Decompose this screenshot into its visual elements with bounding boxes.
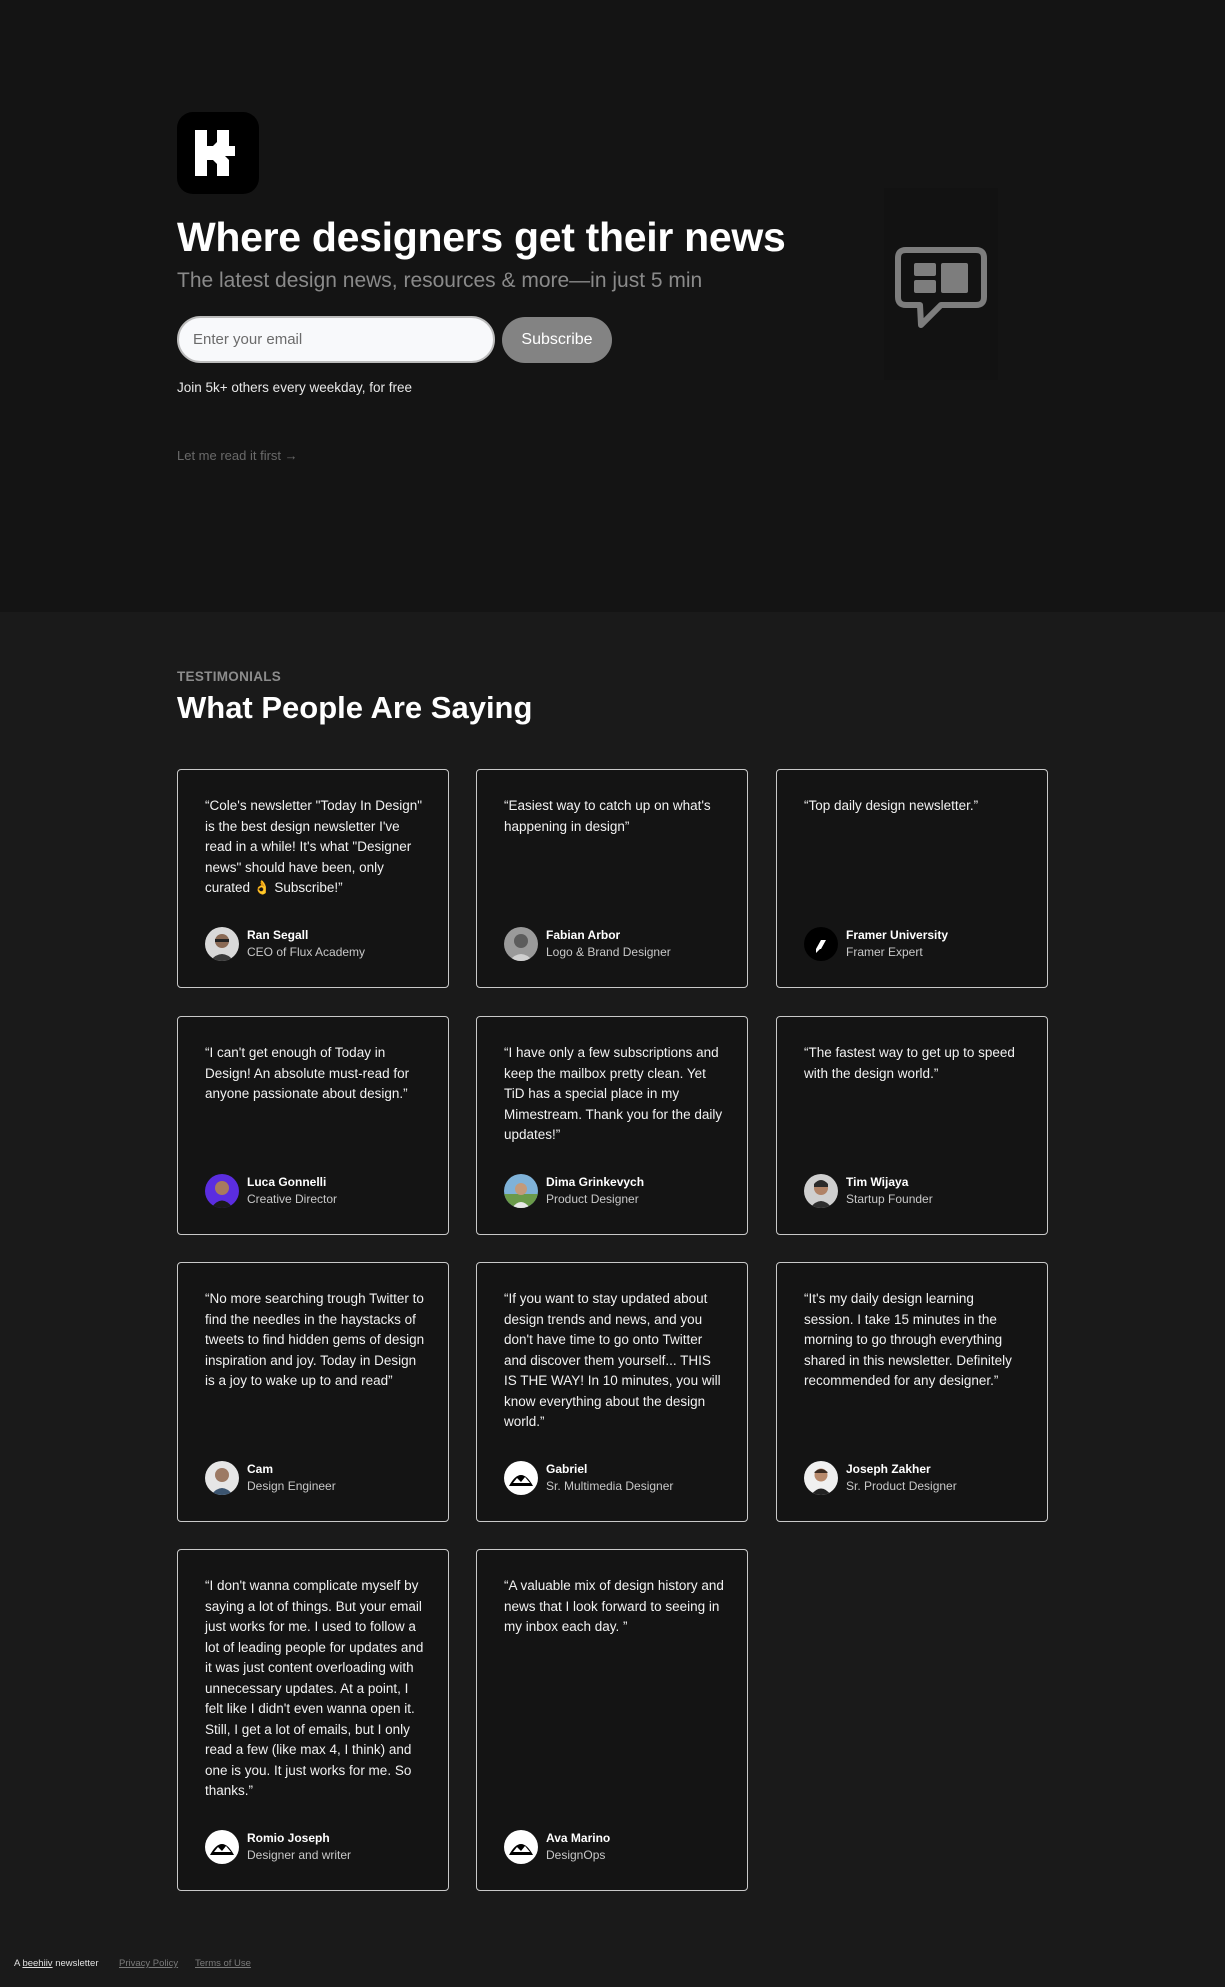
testimonial-card [177, 1016, 449, 1235]
avatar [804, 1461, 838, 1495]
testimonial-card [776, 769, 1048, 988]
testimonial-quote: “Easiest way to catch up on what's happening in design” [504, 798, 711, 834]
author-name: Ran Segall [247, 928, 309, 942]
hero-section [0, 0, 1225, 612]
author-role: DesignOps [546, 1848, 606, 1862]
privacy-policy-link[interactable]: Privacy Policy [119, 1958, 179, 1969]
author-role: Creative Director [247, 1192, 338, 1206]
testimonial-card [177, 1262, 449, 1522]
author-name: Dima Grinkevych [546, 1175, 645, 1189]
avatar [504, 1174, 538, 1208]
default-avatar-icon [504, 1461, 538, 1495]
author-role: Design Engineer [247, 1479, 336, 1493]
hero-subtitle: The latest design news, resources & more—in just 5 min [177, 269, 703, 292]
testimonial-author [205, 927, 435, 961]
avatar [205, 1461, 239, 1495]
footer-suffix: newsletter [55, 1958, 99, 1969]
brand-logo-icon[interactable] [177, 112, 259, 194]
author-name: Tim Wijaya [846, 1175, 909, 1189]
default-avatar-icon [205, 1830, 239, 1864]
testimonial-quote: “Top daily design newsletter.” [804, 798, 979, 813]
testimonial-author [504, 927, 734, 961]
author-role: Logo & Brand Designer [546, 945, 671, 959]
avatar [804, 1174, 838, 1208]
author-name: Ava Marino [546, 1831, 611, 1845]
testimonial-card [476, 1549, 748, 1891]
testimonial-author [804, 1174, 1034, 1208]
author-role: Startup Founder [846, 1192, 933, 1206]
footer-credit [14, 1958, 99, 1969]
author-role: CEO of Flux Academy [247, 945, 366, 959]
testimonial-quote: “If you want to stay updated about design trends and news, and you don't have time to go onto Twitter and discover them yourself... THIS IS THE WAY! In 10 minutes, you will know everything about the design world.” [504, 1291, 721, 1429]
testimonial-quote: “I can't get enough of Today in Design! An absolute must-read for anyone passionate about design.” [205, 1045, 410, 1101]
read-first-link[interactable]: Let me read it first → [177, 448, 298, 463]
testimonial-quote: “It's my daily design learning session. I take 15 minutes in the morning to go through everything shared in this newsletter. Definitely recommended for any designer.” [804, 1291, 1012, 1388]
testimonial-quote: “No more searching trough Twitter to find the needles in the haystacks of tweets to find hidden gems of design inspiration and joy. Today in Design is a joy to wake up to and read” [205, 1291, 425, 1388]
testimonial-author [504, 1174, 734, 1208]
author-name: Romio Joseph [247, 1831, 330, 1845]
testimonial-card [776, 1262, 1048, 1522]
section-title: What People Are Saying [177, 690, 533, 725]
framer-logo-icon [804, 927, 838, 961]
testimonial-card [476, 1016, 748, 1235]
avatar [504, 927, 538, 961]
testimonial-author [504, 1830, 734, 1864]
avatar [205, 927, 239, 961]
author-name: Luca Gonnelli [247, 1175, 327, 1189]
testimonial-quote: “I don't wanna complicate myself by saying a lot of things. But your email just works for me. I used to follow a lot of leading people for updates and it was just content overloading with unnecessary updates. At a point, I felt like I didn't even wanna open it. Still, I get a lot of emails, but I only read a few (like max 4, I think) and one is you. It just works for me. So thanks.” [205, 1578, 424, 1798]
author-role: Framer Expert [846, 945, 923, 959]
author-role: Sr. Product Designer [846, 1479, 957, 1493]
terms-of-use-link[interactable]: Terms of Use [195, 1958, 251, 1969]
testimonial-author [205, 1830, 435, 1864]
default-avatar-icon [504, 1830, 538, 1864]
beehiiv-link[interactable]: beehiiv [22, 1958, 53, 1969]
avatar [205, 1174, 239, 1208]
author-role: Designer and writer [247, 1848, 352, 1862]
author-name: Joseph Zakher [846, 1462, 931, 1476]
join-text: Join 5k+ others every weekday, for free [177, 380, 412, 395]
author-name: Fabian Arbor [546, 928, 621, 942]
testimonial-card [177, 769, 449, 988]
testimonial-quote: “I have only a few subscriptions and keep the mailbox pretty clean. Yet TiD has a special place in my Mimestream. Thank you for the daily updates!” [504, 1045, 723, 1142]
testimonial-author [804, 927, 1034, 961]
hero-title: Where designers get their news [177, 214, 786, 260]
testimonial-card [476, 1262, 748, 1522]
author-name: Cam [247, 1462, 274, 1476]
footer-prefix: A [14, 1958, 20, 1969]
subscribe-button[interactable]: Subscribe [502, 317, 612, 363]
author-role: Sr. Multimedia Designer [546, 1479, 674, 1493]
author-role: Product Designer [546, 1192, 639, 1206]
section-eyebrow: TESTIMONIALS [177, 669, 282, 684]
testimonial-quote: “A valuable mix of design history and news that I look forward to seeing in my inbox each day. ” [504, 1578, 724, 1634]
testimonial-quote: “The fastest way to get up to speed with the design world.” [804, 1045, 1015, 1081]
author-name: Gabriel [546, 1462, 588, 1476]
testimonial-author [205, 1461, 435, 1495]
chat-bubble-icon [884, 188, 998, 380]
testimonial-quote: “Cole's newsletter "Today In Design" is the best design newsletter I've read in a while! It's what "Designer news" should have been, only curated 👌 Subscribe!” [205, 798, 423, 895]
author-name: Framer University [846, 928, 949, 942]
testimonial-author [804, 1461, 1034, 1495]
email-input[interactable] [177, 316, 495, 363]
testimonial-card [177, 1549, 449, 1891]
testimonial-author [205, 1174, 435, 1208]
testimonial-card [776, 1016, 1048, 1235]
testimonial-author [504, 1461, 734, 1495]
testimonial-card [476, 769, 748, 988]
